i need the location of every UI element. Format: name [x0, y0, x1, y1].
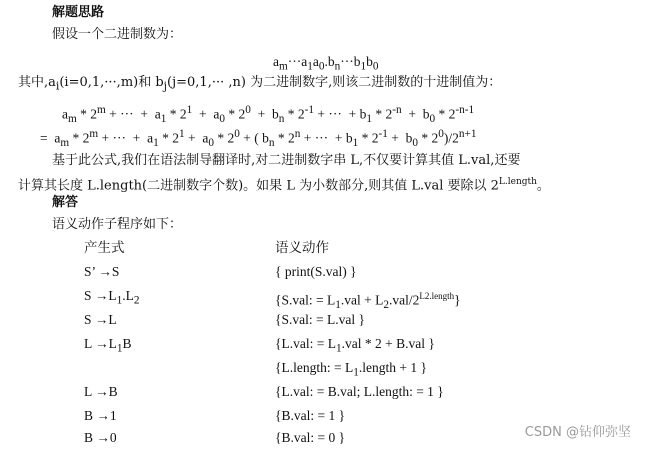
production-row-3: S →L — [84, 312, 117, 327]
column-header-production: 产生式 — [84, 240, 125, 255]
action-row-1: { print(S.val) } — [275, 264, 357, 279]
watermark: CSDN @钻仰弥坚 — [524, 425, 631, 440]
action-row-3: {S.val: = L.val } — [275, 312, 365, 327]
paragraph-line-2: 计算其长度 L.length(二进制数字个数)。如果 L 为小数部分,则其值 L.val 要除以 $2^{L.length}$。 — [18, 177, 550, 194]
production-row-8: B →0 — [84, 430, 117, 445]
explanation-text: 其中$,a_i(i=0,1,\cdot\cdot\cdot,m)$和 $b_j(j=0,1,\cdot\cdot\cdot ,n)$ 为二进制数字,则该二进制数的十进制值为： — [18, 75, 502, 93]
production-row-1: S’ →S — [84, 264, 120, 279]
production-row-2: $S \to L_1.L_2$ — [84, 288, 140, 307]
action-row-8: {B.val: = 0 } — [275, 430, 346, 445]
action-row-7: {B.val: = 1 } — [275, 408, 346, 423]
production-row-6: L →B — [84, 384, 118, 399]
heading-answer: 解答 — [52, 195, 79, 210]
intro-text: 假设一个二进制数为： — [52, 27, 183, 42]
action-row-6: {L.val: = B.val; L.length: = 1 } — [275, 384, 444, 399]
column-header-action: 语义动作 — [275, 240, 329, 255]
production-row-7: B →1 — [84, 408, 117, 423]
paragraph-line-1: 基于此公式,我们在语法制导翻译时,对二进制数字串 L,不仅要计算其值 L.val,还要 — [52, 153, 521, 168]
binary-number: $a_m\cdot\cdot\cdot a_1a_0.b_n\cdot\cdot\cdot b_1b_0$ — [273, 54, 379, 73]
production-row-4: $L \to L_1B$ — [84, 336, 132, 355]
action-row-2: {S.val: = $L_1.val + L_2.val/2^{L2.length}$} — [275, 291, 461, 312]
action-row-5: {L.length: = $L_1.length + 1$ } — [275, 360, 427, 379]
answer-intro: 语义动作子程序如下： — [52, 217, 183, 232]
formula-line-2: = $a_m * 2^m$ + ··· + $a_1 * 2^1 + a_0 * 2^0$ + ( $b_n * 2^n$ + ··· + $b_1 * 2^{-1} + b_0 * 2^0)/2^{n+1}$ — [40, 128, 477, 150]
heading-approach: 解题思路 — [52, 5, 105, 20]
formula-line-1: $a_m * 2^m$ + ··· + $a_1 * 2^1 + a_0 * 2^0 + b_n * 2^{-1}$ + ··· + $b_1 * 2^{-n} + b_0 * 2^{-n-1}$ — [62, 104, 475, 126]
action-row-4: {L.val: = $L_1.val * 2 + B.val$ } — [275, 336, 435, 355]
